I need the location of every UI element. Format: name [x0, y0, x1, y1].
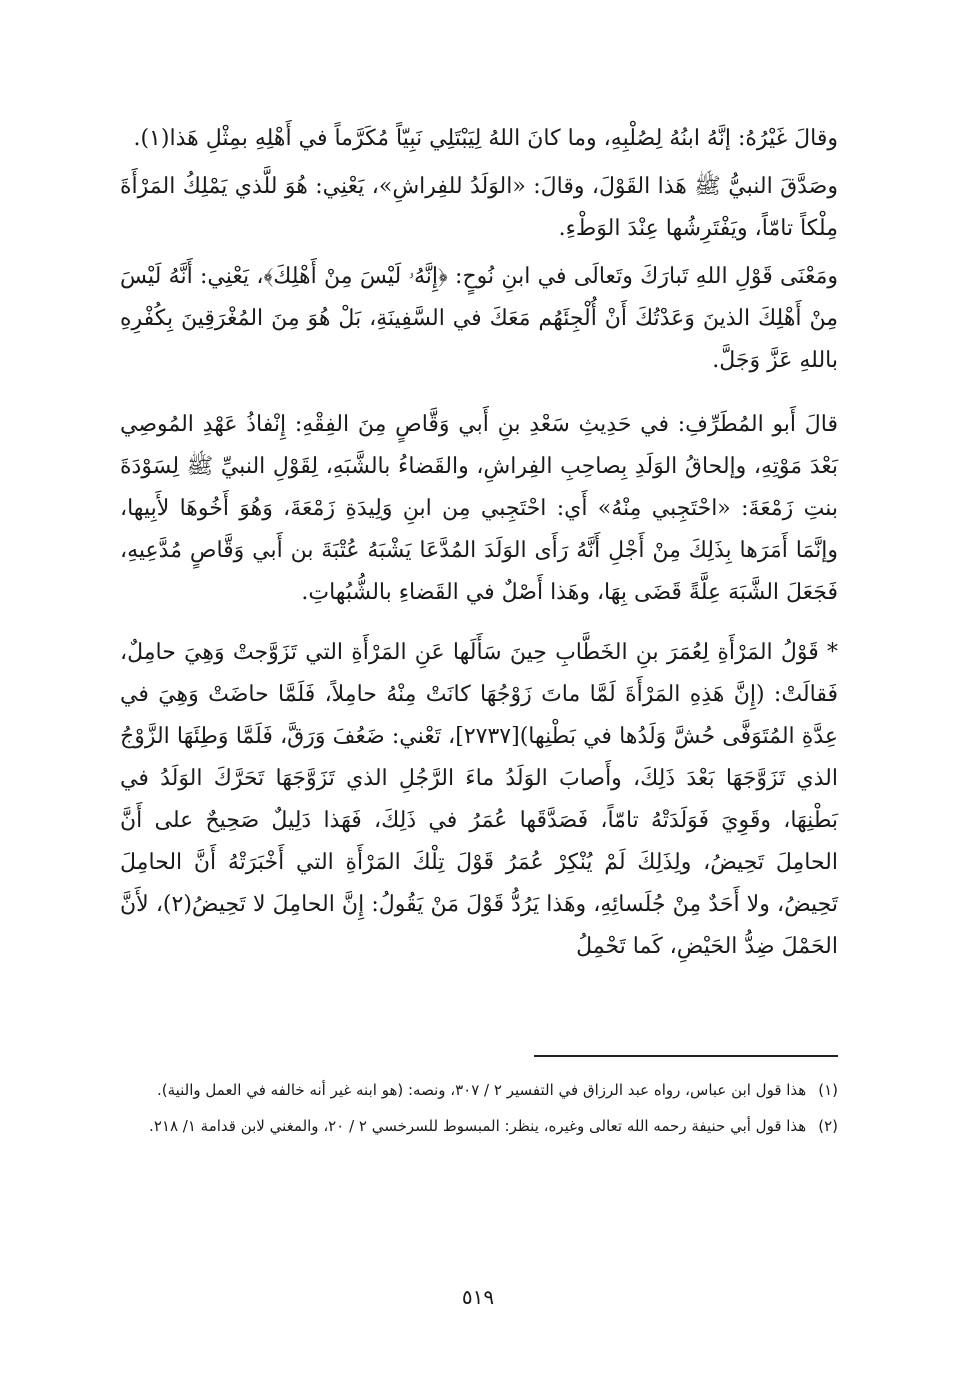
- paragraph-4: قالَ أَبو المُطَرِّفِ: في حَدِيثِ سَعْدِ بنِ أَبي وَقَّاصٍ مِنَ الفِقْهِ: إِنْفاذُ عَهْدِ المُوصِي بَعْدَ مَوْتِهِ، وإلحاقُ الوَلَدِ بِصاحِبِ الفِراشِ، والقَضاءُ بالشَّبَهِ، لِقَوْلِ النبيِّ ﷺ لِسَوْدَةَ بنتِ زَمْعَةَ: «احْتَجِبي مِنْهُ» أَي: احْتَجِبي مِن ابنِ وَلِيدَةِ زَمْعَةَ، وَهُوَ أَخُوهَا لأَبِيها، وإنَّمَا أَمَرَها بِذَلِكَ مِنْ أَجْلِ أَنَّهُ رَأَى الوَلَدَ المُدَّعَا يَشْبَهُ عُتْبَةَ بن أَبي وَقَّاصٍ مُدَّعِيهِ، فَجَعَلَ الشَّبَهَ عِلَّةً قَضَى بِهَا، وهَذا أَصْلٌ في القَضاءِ بالشُّبُهاتِ.: [120, 412, 838, 605]
- footnote-text: هذا قول ابن عباس، رواه عبد الرزاق في التفسير ٢ / ٣٠٧، ونصه: (هو ابنه غير أنه خالفه في العمل والنية).: [156, 1081, 807, 1099]
- footnote-separator: [534, 1055, 838, 1057]
- paragraph-1: وقالَ غَيْرُهُ: إنَّهُ ابنُهُ لِصُلْبِهِ، وما كانَ اللهُ لِيَبْتَلِي نَبِيّاً مُكَرَّماً في أَهْلِهِ بمِثْلِ هَذا(١).: [133, 126, 838, 151]
- main-text: [120, 118, 838, 968]
- footnote-number: (٢): [818, 1117, 838, 1135]
- footnote-number: (١): [818, 1081, 838, 1099]
- page-number: ٥١٩: [461, 1285, 495, 1309]
- paragraph-3: ومَعْنَى قَوْلِ اللهِ تَبارَكَ وتَعالَى في ابنِ نُوحٍ: ﴿إِنَّهُۥ لَيْسَ مِنْ أَهْلِكَ﴾، يَعْنِي: أَنَّهُ لَيْسَ مِنْ أَهْلِكَ الذينَ وَعَدْتُكَ أَنْ أُلْجِئَهُم مَعَكَ في السَّفِينَةِ، بَلْ هُوَ مِنَ المُغْرَقِينَ بِكُفْرِهِ باللهِ عَزَّ وَجَلَّ.: [120, 264, 838, 373]
- footnote-text: هذا قول أبي حنيفة رحمه الله تعالى وغيره، ينظر: المبسوط للسرخسي ٢ / ٢٠، والمغني لابن قدامة ١/ ٢١٨.: [149, 1117, 807, 1135]
- footnotes: [120, 1075, 838, 1147]
- footnote-2: [120, 1111, 838, 1141]
- footnote-1: [120, 1075, 838, 1105]
- paragraph-5: * قَوْلُ المَرْأَةِ لِعُمَرَ بنِ الخَطَّابِ حِينَ سَأَلَها عَنِ المَرْأَةِ التي تَزَوَّجتْ وَهِيَ حامِلٌ، فَقالَتْ: (إِنَّ هَذِهِ المَرْأَةَ لَمَّا ماتَ زَوْجُهَا كانَتْ مِنْهُ حامِلاً، فَلَمَّا حاضَتْ وَهِيَ في عِدَّةِ المُتَوَفَّى حُشَّ وَلَدُها في بَطْنِها)[٢٧٣٧]، تَعْني: ضَعُفَ وَرَقَّ، فَلَمَّا وَطِئَهَا الزَّوْجُ الذي تَزَوَّجَهَا بَعْدَ ذَلِكَ، وأَصابَ الوَلَدُ ماءَ الرَّجُلِ الذي تَزَوَّجَهَا تَحَرَّكَ الوَلَدُ في بَطْنِهَا، وقَوِيَ فَوَلَدَتْهُ تامّاً، فَصَدَّقَها عُمَرُ في ذَلِكَ، فَهَذا دَلِيلٌ صَحِيحٌ على أَنَّ الحامِلَ تَحِيضُ، ولِذَلِكَ لَمْ يُنْكِرْ عُمَرُ قَوْلَ تِلْكَ المَرْأَةِ التي أَخْبَرَتْهُ أَنَّ الحامِلَ تَحِيضُ، ولا أَحَدٌ مِنْ جُلَسائِهِ، وهَذا يَرُدُّ قَوْلَ مَنْ يَقُولُ: إِنَّ الحامِلَ لا تَحِيضُ(٢)، لأَنَّ الحَمْلَ ضِدُّ الحَيْضِ، كَما تَحْمِلُ: [120, 640, 838, 959]
- paragraph-2: وصَدَّقَ النبيُّ ﷺ هَذا القَوْلَ، وقالَ: «الوَلَدُ للفِراشِ»، يَعْنِي: هُوَ للَّذي يَمْلِكُ المَرْأَةَ مِلْكاً تامّاً، ويَفْتَرِشُها عِنْدَ الوَطْءِ.: [120, 174, 838, 241]
